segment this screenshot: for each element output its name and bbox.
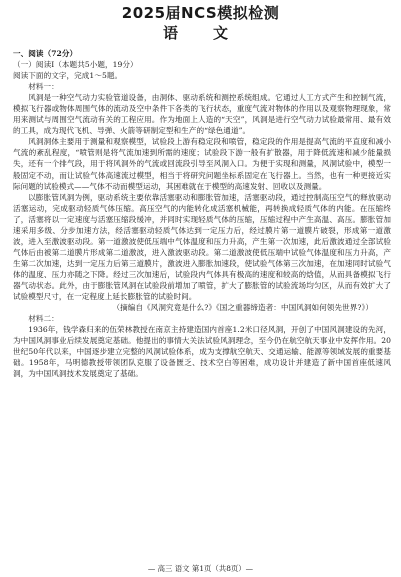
subject-title: 语 文 xyxy=(162,24,238,42)
material-1-paragraph: 以膨胀管风洞为例，驱动系统主要依靠活塞驱动和膨胀管加速，活塞驱动段，通过控制高压空气的释放驱动活塞运动，完成驱动轻质气体压缩。高压空气的内能转化成活塞机械能，再转换成轻质气体的内能。在压缩终了，活塞将以一定速度与活塞压缩段缓冲，并同时实现轻质气体的压缩，压缩过程中产生高温、高压。膨胀管加速采用多级、分步加速方法，经活塞驱动轻质气体达到一定压力后，经过膜片第一道膜片破裂，形成第一道激波，进入至激波驱动段。第一道激波使低压端中气体温度和压力升高，产生第一次加速，此后激波通过全部试验气体后由被第二道膜片形成第二道激波，进入激波驱动段。第二道激波使低压端中试验气体温度和压力升高，产生第二次加速，达到一定压力后第三道膜片，激波进入膨胀加速段，使试验气体第三次加速，在加速同时试验气体的温度、压力亦随之下降。经过三次加速后，试验段内气体具有极高的速度和较高的焓值，从而具备模拟飞行器气动状态。此外，由于膨胀管风洞在试验段前增加了喷管，扩大了膨胀管的试验流场均匀区，从而有效扩大了试验模型尺寸，在一定程度上延长膨胀管的试验时间。 xyxy=(13,192,391,302)
exam-title: 2025届NCS模拟检测 xyxy=(121,4,280,22)
sub-section-heading: （一）阅读Ⅰ（本题共5小题，19分） xyxy=(13,60,138,70)
page-footer: — 高三 语文 第1页（共8页）— xyxy=(147,564,254,573)
material-1-label: 材料一： xyxy=(28,82,59,92)
material-1-paragraph: 风洞洞体主要用于测量和观察模型，试验段上游有稳定段和喷管，稳定段的作用是提高气流的平直度和减小气流的紊乱程度，“喷管则是将气流加速到所需的速度；试验段下游一般有扩散器，用于降低流速和减少能量损失，还有一个排气段，用于将风洞外的气流或回流段引导至风洞入口。为便于实现和测量，风洞试验中，模型一般固定不动，而让试验气体高速流过模型，相当于将研究问题坐标系固定在飞行器上。当然，也有一种更接近实际问题的试验模式——气体不动而模型运动，其困难就在于模型的高速发射、回收以及测量。 xyxy=(13,137,391,191)
material-2-label: 材料二： xyxy=(28,314,59,324)
material-1-source: （摘编自《风洞究竟是什么?》《国之重器缔造者：中国风洞如何领先世界?》） xyxy=(112,303,373,313)
section-heading: 一、阅读（72分） xyxy=(13,49,78,58)
reading-instruction: 阅读下面的文字，完成1～5题。 xyxy=(13,71,123,81)
material-1-paragraph: 风洞是一种空气动力实验管道设备，由洞体、驱动系统和测控系统组成。它通过人工方式产生和控制气流，模拟飞行器或物体周围气体的流动及空中条件下各类的飞行状态，重度气流对物体的作用以及观察物理现象，常用来测试与周围空气流动有关的工程应用。作为地面上人造的“天空”，风洞是进行空气动力试验最常用、最有效的工具，成为现代飞机、导弹、火箭等研制定型和生产的“绿色通道”。 xyxy=(13,93,391,136)
material-2-paragraph: 1936年，钱学森归来的伍荣林教授在南京主持建造国内首座1.2米口径风洞，开创了中国风洞建设的先河，为中国风洞事业后续发展奠定基础。他提出的事情大关法试验风洞理念，至今仍在航空航天事业中发挥作用。20世纪50年代以来，中国逐步建立完整的风洞试验体系，成为支撑航空航天、交通运输、能源等领域发展的重要基础。1958年，马明德教授带领团队克服了设备匮乏、技术空白等困难，成功设计并建造了新中国首座低速风洞，为中国风洞技术发展奠定了基础。 xyxy=(13,325,391,379)
page-body xyxy=(13,48,391,379)
